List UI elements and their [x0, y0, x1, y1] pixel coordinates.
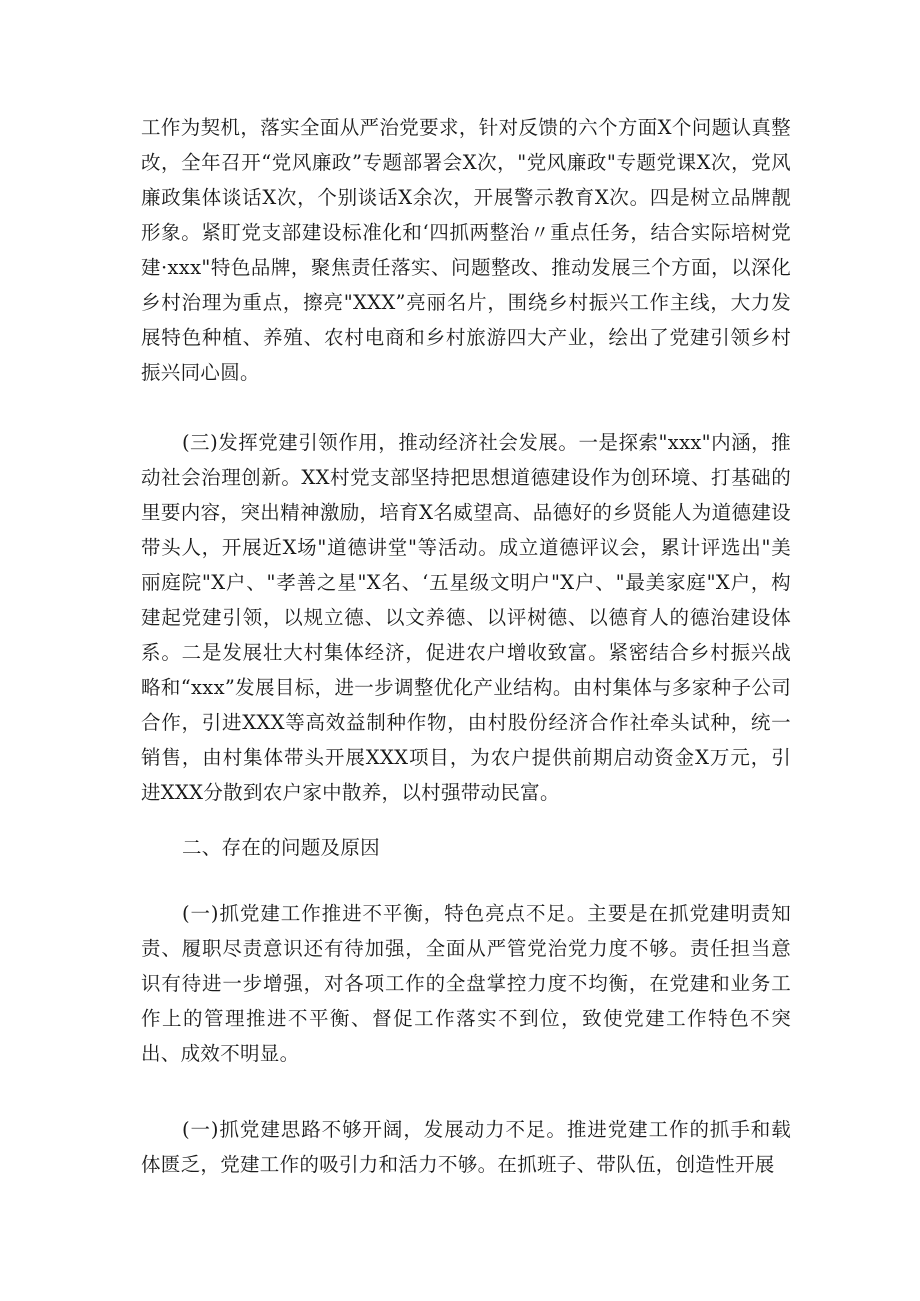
- paragraph-continuation: 工作为契机，落实全面从严治党要求，针对反馈的六个方面X个问题认真整改，全年召开“党风廉政”专题部署会X次，"党风廉政"专题党课X次，党风廉政集体谈话X次，个别谈话X余次，开展警示教育X次。四是树立品牌靓形象。紧盯党支部建设标准化和‘四抓两整治〃重点任务，结合实际培树党建·xxx"特色品牌，聚焦责任落实、问题整改、推动发展三个方面，以深化乡村治理为重点，擦亮"XXX”亮丽名片，围绕乡村振兴工作主线，大力发展特色种植、养殖、农村电商和乡村旅游四大产业，绘出了党建引领乡村振兴同心圆。: [141, 116, 791, 384]
- paragraph-problem-1: (一)抓党建工作推进不平衡，特色亮点不足。主要是在抓党建明责知责、履职尽责意识还有待加强，全面从严管党治党力度不够。责任担当意识有待进一步增强，对各项工作的全盘掌控力度不均衡，在党建和业务工作上的管理推进不平衡、督促工作落实不到位，致使党建工作特色不突出、成效不明显。: [141, 902, 791, 1065]
- paragraph-problem-2: (一)抓党建思路不够开阔，发展动力不足。推进党建工作的抓手和载体匮乏，党建工作的吸引力和活力不够。在抓班子、带队伍，创造性开展: [141, 1118, 791, 1176]
- paragraph-section-3: (三)发挥党建引领作用，推动经济社会发展。一是探索"xxx"内涵，推动社会治理创新。XX村党支部坚持把思想道德建设作为创环境、打基础的里要内容，突出精神激励，培育X名威望高、品德好的乡贤能人为道德建设带头人，开展近X场"道德讲堂"等活动。成立道德评议会，累计评选出"美丽庭院"X户、"孝善之星"X名、‘五星级文明户"X户、"最美家庭"X户，构建起党建引领，以规立德、以文养德、以评树德、以德育人的德治建设体系。二是发展壮大村集体经济，促进农户增收致富。紧密结合乡村振兴战略和“xxx”发展目标，进一步调整优化产业结构。由村集体与多家种子公司合作，引进XXX等高效益制种作物，由村股份经济合作社牵头试种，统一销售，由村集体带头开展XXX项目，为农户提供前期启动资金X万元，引进XXX分散到农户家中散养，以村强带动民富。: [141, 431, 791, 804]
- section-heading-problems: 二、存在的问题及原因: [181, 836, 380, 859]
